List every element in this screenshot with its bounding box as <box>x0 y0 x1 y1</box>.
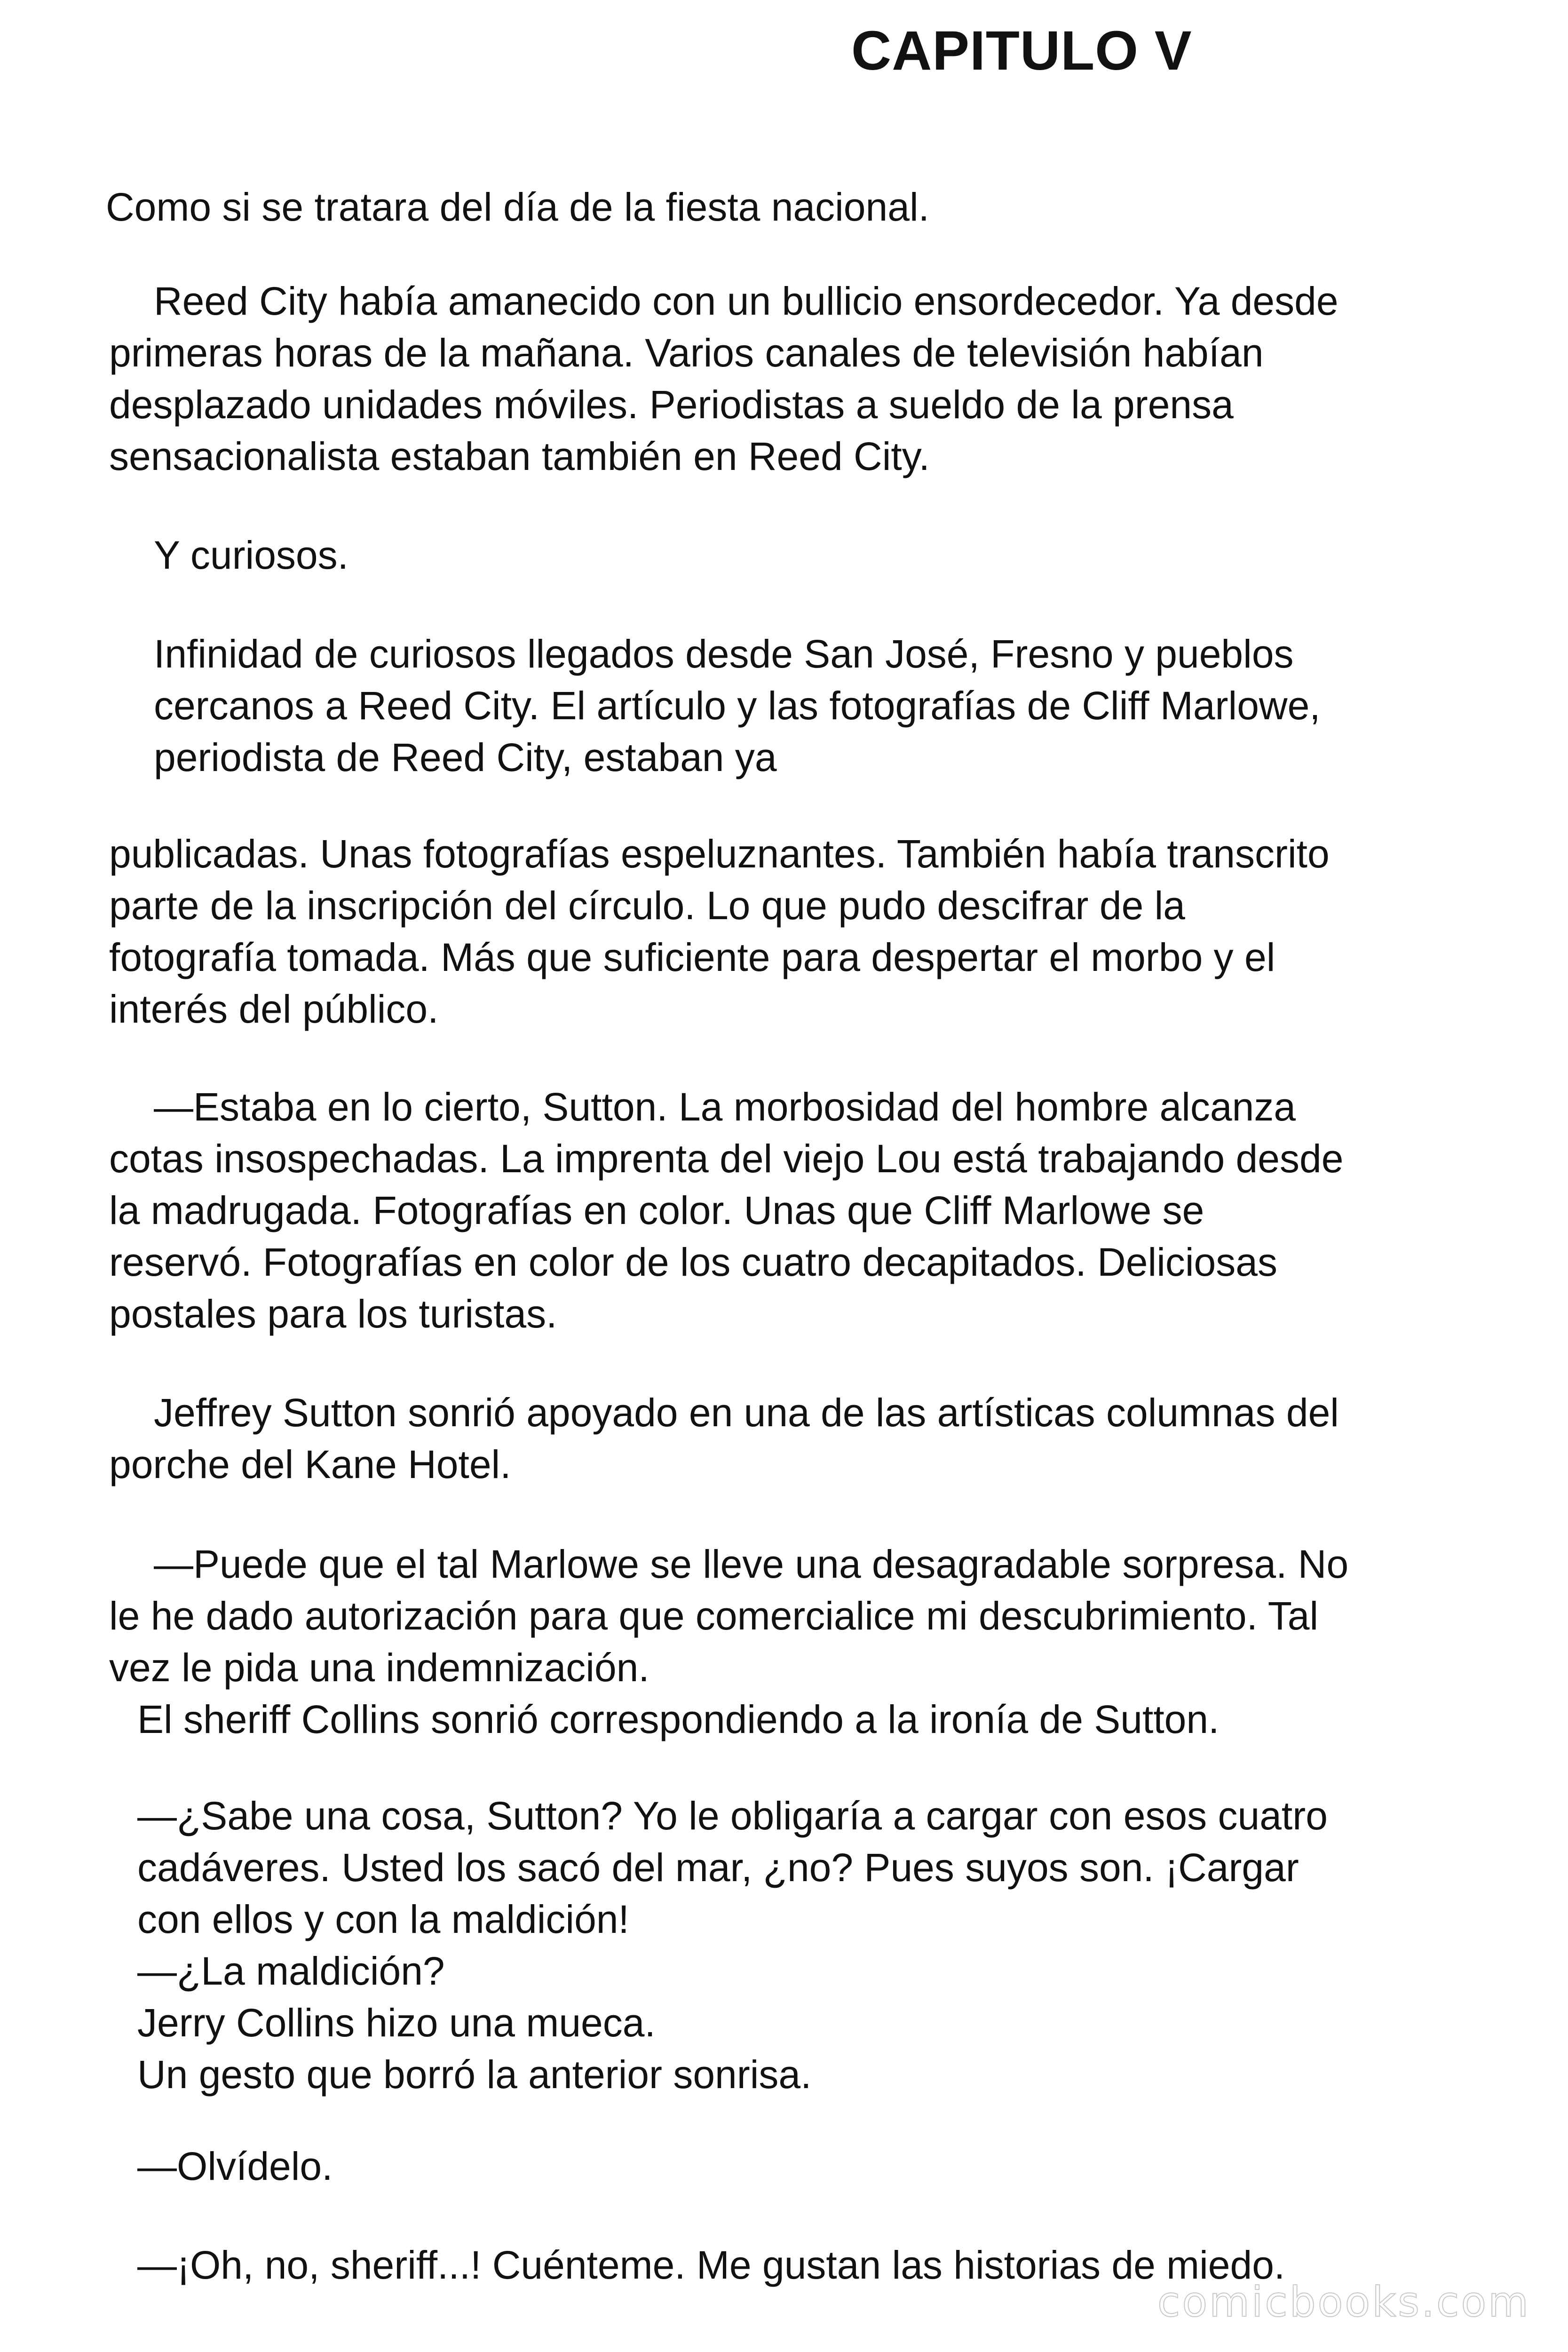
text-line: la madrugada. Fotografías en color. Unas que Cliff Marlowe se <box>109 1188 1204 1232</box>
paragraph-4 <box>154 628 1464 783</box>
text-line: cercanos a Reed City. El artículo y las fotografías de Cliff Marlowe, <box>154 683 1321 728</box>
text-line: sensacionalista estaban también en Reed City. <box>109 434 930 478</box>
paragraph-7 <box>109 1387 1464 1490</box>
text-line: Jeffrey Sutton sonrió apoyado en una de las artísticas columnas del <box>154 1391 1339 1435</box>
text-line: porche del Kane Hotel. <box>109 1442 511 1486</box>
text-line: Un gesto que borró la anterior sonrisa. <box>137 2052 812 2097</box>
text-line: Como si se tratara del día de la fiesta nacional. <box>106 185 929 229</box>
text-line: desplazado unidades móviles. Periodistas a sueldo de la prensa <box>109 382 1234 427</box>
text-line: Infinidad de curiosos llegados desde San José, Fresno y pueblos <box>154 632 1294 676</box>
text-line: —¿Sabe una cosa, Sutton? Yo le obligaría a cargar con esos cuatro <box>137 1794 1328 1838</box>
text-line: Reed City había amanecido con un bullicio ensordecedor. Ya desde <box>154 279 1338 323</box>
paragraph-2 <box>109 275 1464 482</box>
text-line: Y curiosos. <box>154 533 348 577</box>
text-line: cadáveres. Usted los sacó del mar, ¿no? Pues suyos son. ¡Cargar <box>137 1845 1299 1890</box>
paragraph-1 <box>106 181 929 233</box>
text-line: —Estaba en lo cierto, Sutton. La morbosidad del hombre alcanza <box>154 1085 1296 1129</box>
text-line: con ellos y con la maldición! <box>137 1897 629 1941</box>
text-line: —Puede que el tal Marlowe se lleve una desagradable sorpresa. No <box>154 1542 1349 1586</box>
text-line: publicadas. Unas fotografías espeluznantes. También había transcrito <box>109 832 1330 876</box>
text-line: —¡Oh, no, sheriff...! Cuénteme. Me gustan las historias de miedo. <box>137 2243 1285 2287</box>
paragraph-8 <box>109 1538 1464 1745</box>
text-line: fotografía tomada. Más que suficiente para despertar el morbo y el <box>109 935 1275 979</box>
paragraph-10 <box>137 2140 333 2192</box>
text-line: vez le pida una indemnización. <box>109 1645 649 1690</box>
text-line: El sheriff Collins sonrió correspondiendo a la ironía de Sutton. <box>137 1697 1220 1741</box>
watermark-logo: comicbooks.com <box>1157 2278 1530 2326</box>
text-line: parte de la inscripción del círculo. Lo que pudo descifrar de la <box>109 883 1186 928</box>
paragraph-11 <box>137 2239 1285 2291</box>
paragraph-3 <box>154 529 348 581</box>
text-line: le he dado autorización para que comercialice mi descubrimiento. Tal <box>109 1594 1319 1638</box>
paragraph-5 <box>109 828 1464 1035</box>
text-line: primeras horas de la mañana. Varios canales de televisión habían <box>109 331 1264 375</box>
text-line: interés del público. <box>109 987 439 1031</box>
text-line: —Olvídelo. <box>137 2144 333 2188</box>
text-line: cotas insospechadas. La imprenta del viejo Lou está trabajando desde <box>109 1136 1344 1181</box>
text-line: postales para los turistas. <box>109 1292 557 1336</box>
paragraph-9 <box>137 1790 1464 2100</box>
text-line: reservó. Fotografías en color de los cuatro decapitados. Deliciosas <box>109 1240 1277 1284</box>
text-line: Jerry Collins hizo una mueca. <box>137 2001 656 2045</box>
text-line: periodista de Reed City, estaban ya <box>154 735 777 779</box>
text-line: —¿La maldición? <box>137 1949 445 1993</box>
chapter-title: CAPITULO V <box>851 20 1192 82</box>
paragraph-6 <box>109 1081 1464 1340</box>
